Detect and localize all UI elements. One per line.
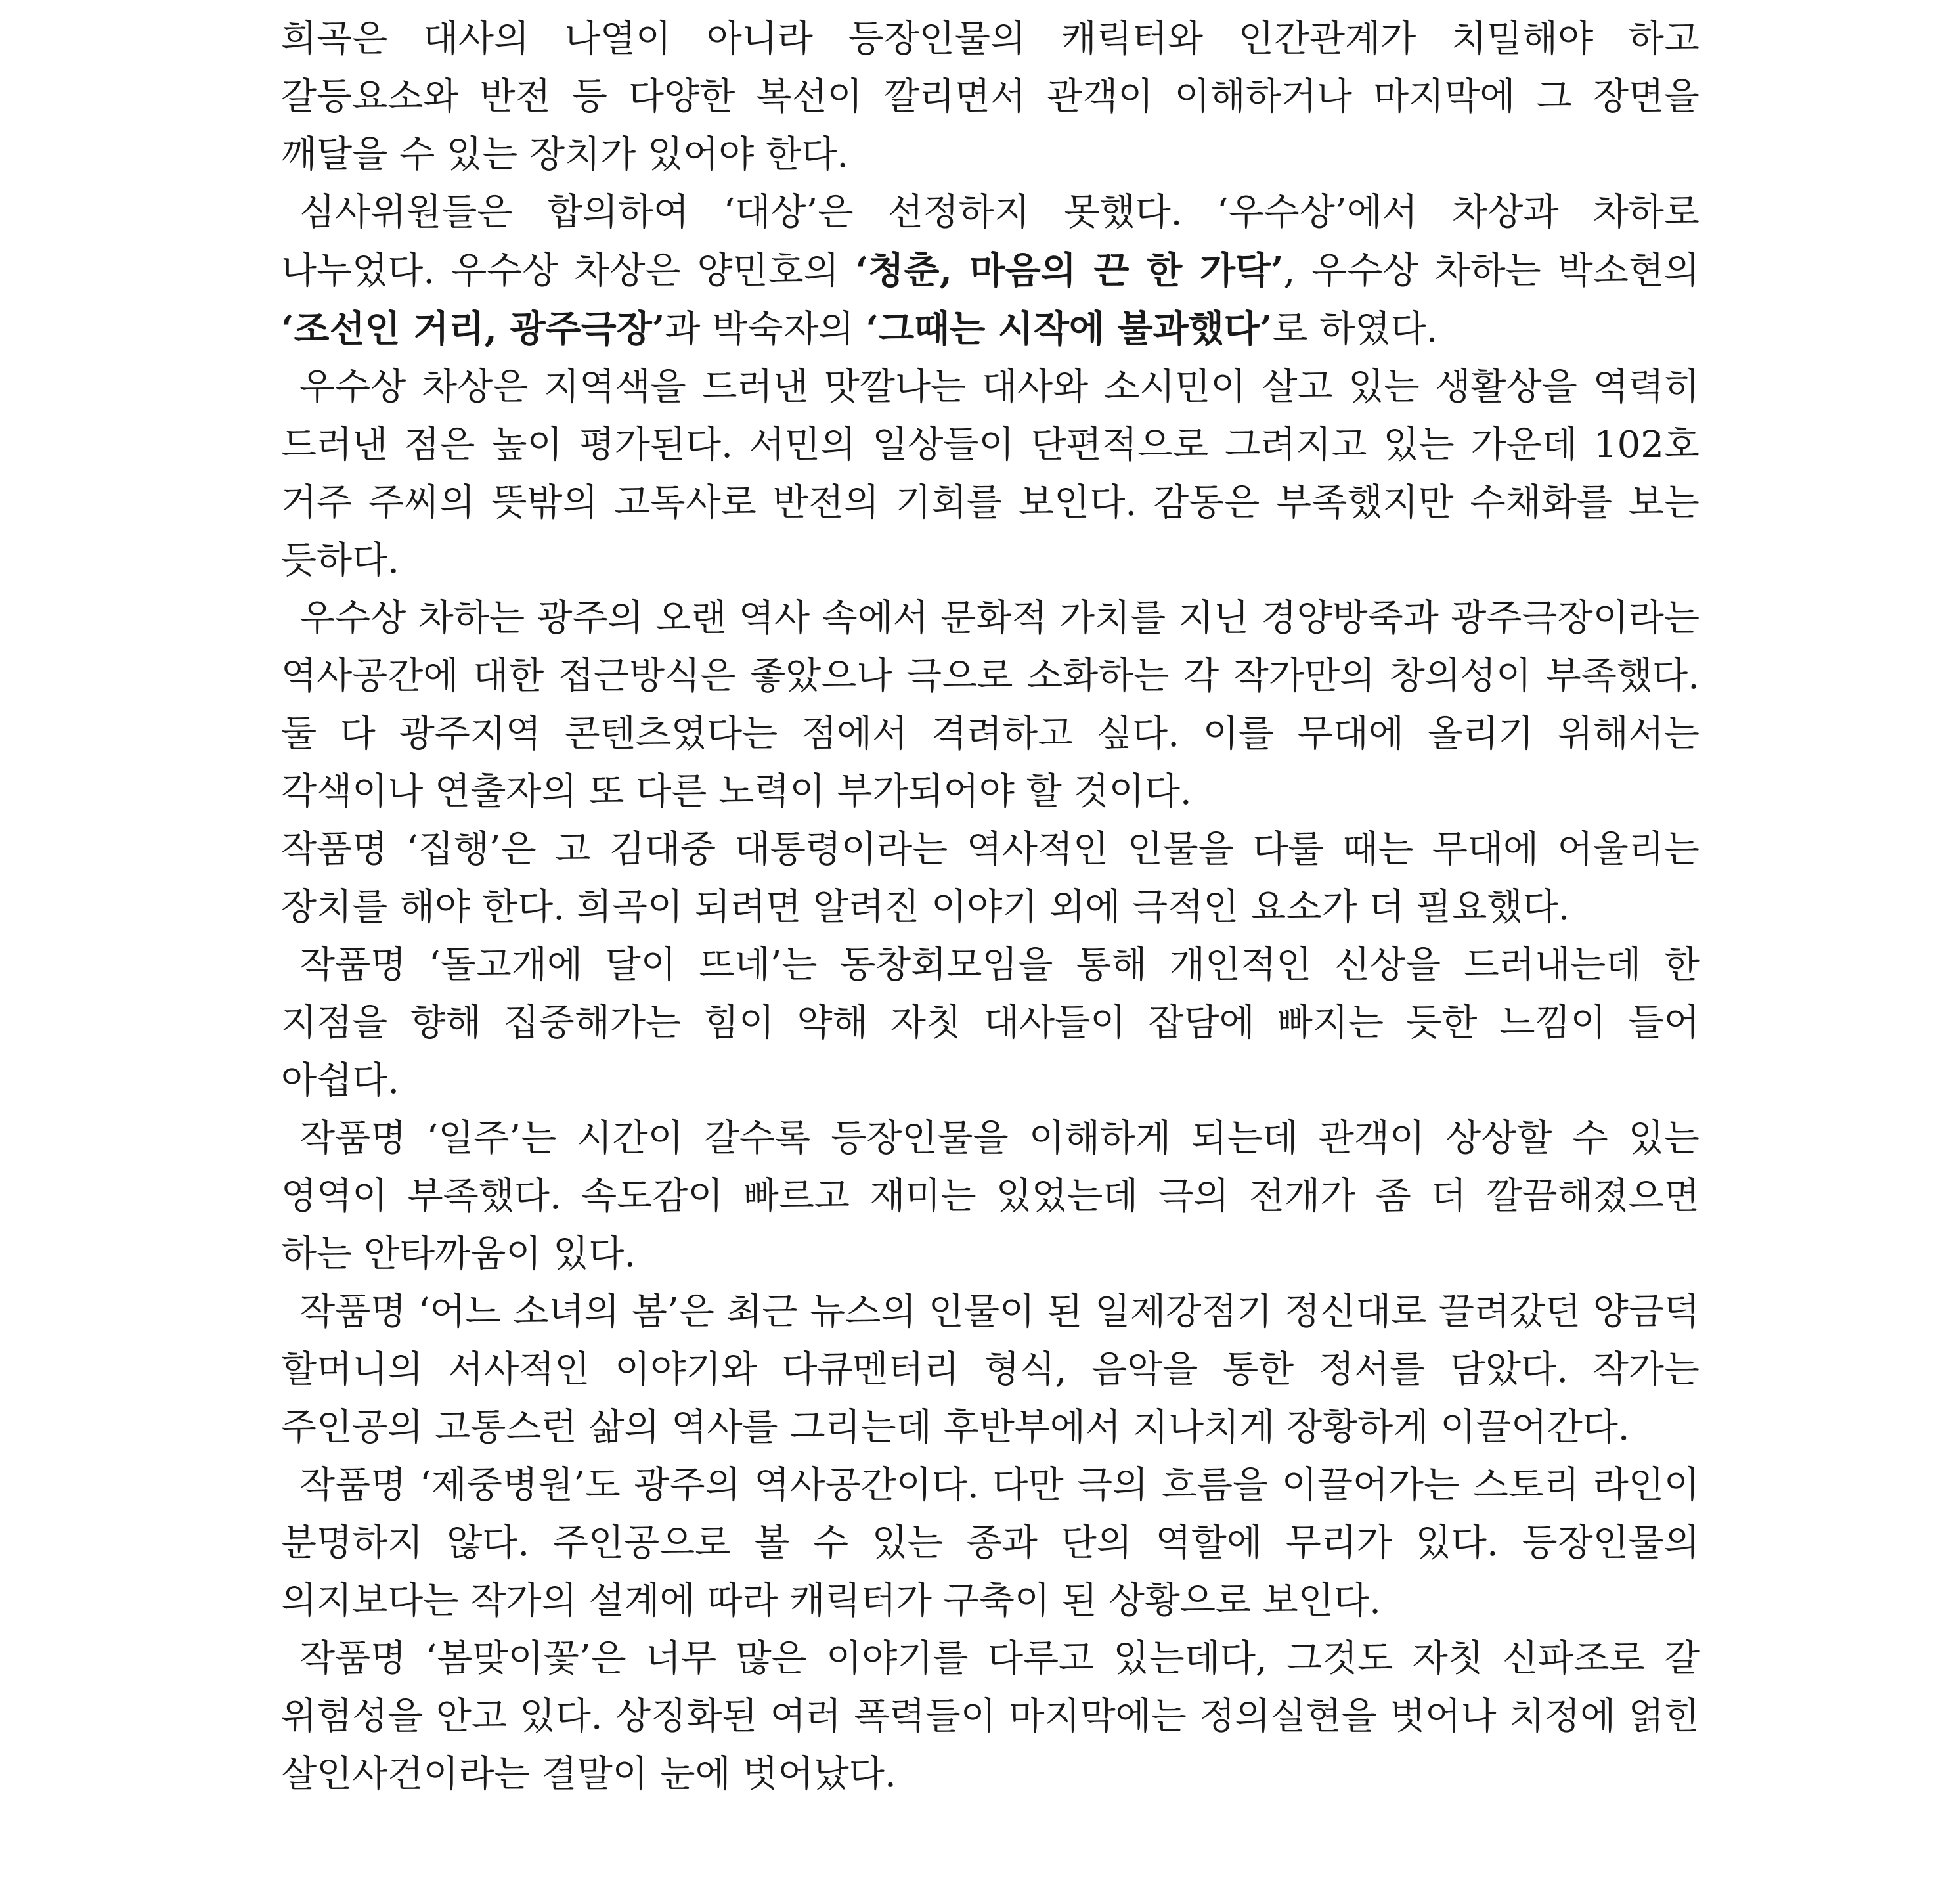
paragraph-upper-prize: [281, 359, 1700, 590]
paragraph-text: 우수상 차하는 광주의 오랜 역사 속에서 문화적 가치를 지닌 경양방죽과 광주극장이라는 역사공간에 대한 접근방식은 좋았으나 극으로 소화하는 각 작가만의 창의성이 부족했다. 둘 다 광주지역 콘텐츠였다는 점에서 격려하고 싶다. 이를 무대에 올리기 위해서는 각색이나 연출자의 또 다른 노력이 부가되어야 할 것이다.: [281, 597, 1700, 813]
paragraph-text: 희곡은 대사의 나열이 아니라 등장인물의 캐릭터와 인간관계가 치밀해야 하고 갈등요소와 반전 등 다양한 복선이 깔리면서 관객이 이해하거나 마지막에 그 장면을 깨달을 수 있는 장치가 있어야 한다.: [281, 18, 1700, 176]
paragraph-review-jiphaeng: [281, 821, 1700, 937]
paragraph-text: 작품명 ‘제중병원’도 광주의 역사공간이다. 다만 극의 흐름을 이끌어가는 스토리 라인이 분명하지 않다. 주인공으로 볼 수 있는 종과 단의 역할에 무리가 있다. 등장인물의 의지보다는 작가의 설계에 따라 캐릭터가 구축이 된 상황으로 보인다.: [281, 1464, 1700, 1622]
paragraph-text: 작품명 ‘어느 소녀의 봄’은 최근 뉴스의 인물이 된 일제강점기 정신대로 끌려갔던 양금덕 할머니의 서사적인 이야기와 다큐멘터리 형식, 음악을 통한 정서를 담았다. 작가는 주인공의 고통스런 삶의 역사를 그리는데 후반부에서 지나치게 장황하게 이끌어간다.: [281, 1291, 1700, 1449]
paragraph-text: 과 박숙자의: [665, 308, 866, 351]
paragraph-text: 심사위원들은 합의하여 ‘대상’은 선정하지 못했다. ‘우수상’에서 차상과 차하로 나누었다. 우수상 차상은 양민호의: [281, 191, 1700, 292]
paragraph-text: 작품명 ‘봄맞이꽃’은 너무 많은 이야기를 다루고 있는데다, 그것도 자칫 신파조로 갈 위험성을 안고 있다. 상징화된 여러 폭력들이 마지막에는 정의실현을 벗어나 치정에 얽힌 살인사건이라는 결말이 눈에 벗어났다.: [281, 1637, 1700, 1796]
paragraph-lower-prize: [281, 590, 1700, 821]
paragraph-review-dolgogae: [281, 937, 1700, 1110]
paragraph-text: 작품명 ‘일주’는 시간이 갈수록 등장인물을 이해하게 되는데 관객이 상상할 수 있는 영역이 부족했다. 속도감이 빠르고 재미는 있었는데 극의 전개가 좀 더 깔끔해졌으면 하는 안타까움이 있다.: [281, 1117, 1700, 1275]
paragraph-award-summary: [281, 184, 1700, 359]
work-title: ‘그때는 시작에 불과했다’: [866, 307, 1273, 351]
paragraph-review-bommaji: [281, 1630, 1700, 1804]
paragraph-review-ilju: [281, 1110, 1700, 1283]
paragraph-text: 작품명 ‘집행’은 고 김대중 대통령이라는 역사적인 인물을 다룰 때는 무대에 어울리는 장치를 해야 한다. 희곡이 되려면 알려진 이야기 외에 극적인 요소가 더 필요했다.: [281, 828, 1700, 929]
work-title: ‘청춘, 마음의 끈 한 가닥’: [855, 249, 1284, 292]
paragraph-text: 작품명 ‘돌고개에 달이 뜨네’는 동창회모임을 통해 개인적인 신상을 드러내는데 한 지점을 향해 집중해가는 힘이 약해 자칫 대사들이 잡담에 빠지는 듯한 느낌이 들어 아쉽다.: [281, 944, 1700, 1102]
paragraph-review-jejung: [281, 1457, 1700, 1630]
paragraph-text: , 우수상 차하는 박소현의: [1283, 250, 1700, 292]
paragraph-text: 우수상 차상은 지역색을 드러낸 맛깔나는 대사와 소시민이 살고 있는 생활상을 역력히 드러낸 점은 높이 평가된다. 서민의 일상들이 단편적으로 그려지고 있는 가운데 102호 거주 주씨의 뜻밖의 고독사로 반전의 기회를 보인다. 감동은 부족했지만 수채화를 보는 듯하다.: [281, 366, 1700, 582]
paragraph-intro: [281, 11, 1700, 184]
paragraph-review-soneo: [281, 1283, 1700, 1457]
paragraph-text: 로 하였다.: [1272, 308, 1438, 351]
document-page: [281, 11, 1700, 1804]
work-title: ‘조선인 거리, 광주극장’: [281, 307, 665, 351]
